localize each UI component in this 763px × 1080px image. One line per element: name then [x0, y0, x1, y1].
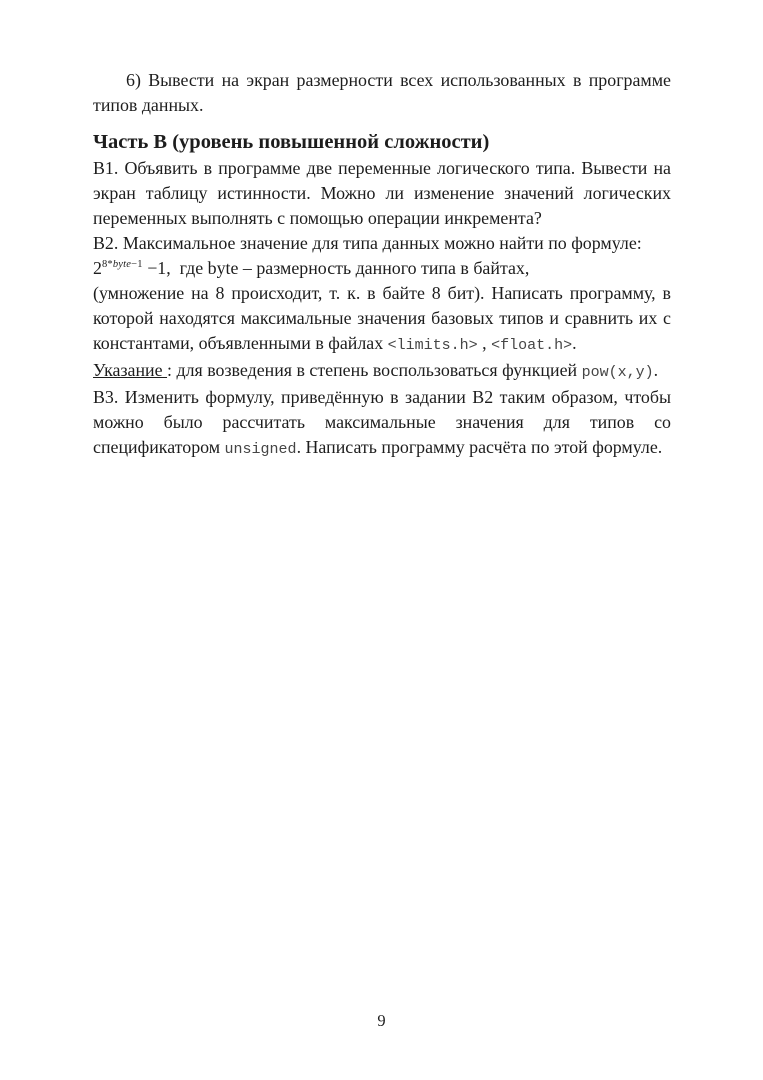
paragraph-b2-intro: В2. Максимальное значение для типа данных можно найти по формуле: [93, 233, 642, 253]
formula-base: 2 [93, 258, 102, 278]
item-6-text: 6) Вывести на экран размерности всех использованных в программе типов данных. [93, 70, 671, 115]
formula-exp-variable: byte [112, 259, 132, 271]
paragraph-note [93, 358, 671, 385]
paragraph-b1: В1. Объявить в программе две переменные логического типа. Вывести на экран таблицу истинности. Можно ли изменение значений логических переменных выполнять с помощью операции инкремента? [93, 158, 671, 228]
paragraph-item-6 [93, 68, 671, 118]
b2-body-period: . [572, 333, 577, 353]
code-limits-header: <limits.h> [387, 337, 478, 354]
section-heading: Часть В (уровень повышенной сложности) [93, 131, 490, 153]
formula-line [93, 256, 671, 281]
formula-after-exponent: −1, [142, 258, 171, 278]
b2-body-text: (умножение на 8 происходит, т. к. в байте 8 бит). Написать программу, в которой находятся максимальные значения базовых типов и сравнить их с константами, объявленными в файлах [93, 283, 671, 353]
b2-body-separator: , [477, 333, 492, 353]
note-label: Указание [93, 360, 168, 380]
code-float-header: <float.h> [491, 337, 573, 354]
note-period: . [653, 360, 659, 380]
formula-exponent [102, 259, 143, 270]
formula-exp-prefix: 8* [101, 259, 113, 271]
paragraph-b2-body [93, 281, 671, 358]
formula-exp-suffix: −1 [131, 259, 143, 271]
code-pow-function: pow(x,y) [581, 364, 654, 381]
code-unsigned-keyword: unsigned [224, 441, 297, 458]
page-number: 9 [377, 1011, 386, 1030]
b3-tail: . Написать программу расчёта по этой формуле. [296, 437, 663, 457]
text-block [93, 68, 671, 462]
paragraph-b3 [93, 385, 671, 462]
b3-text: В3. Изменить формулу, приведённую в задании В2 таким образом, чтобы можно было рассчитать максимальные значения для типов со спецификатором [93, 387, 671, 457]
formula-tail: где byte – размерность данного типа в байтах, [170, 258, 530, 278]
note-text: : для возведения в степень воспользоваться функцией [167, 360, 582, 380]
